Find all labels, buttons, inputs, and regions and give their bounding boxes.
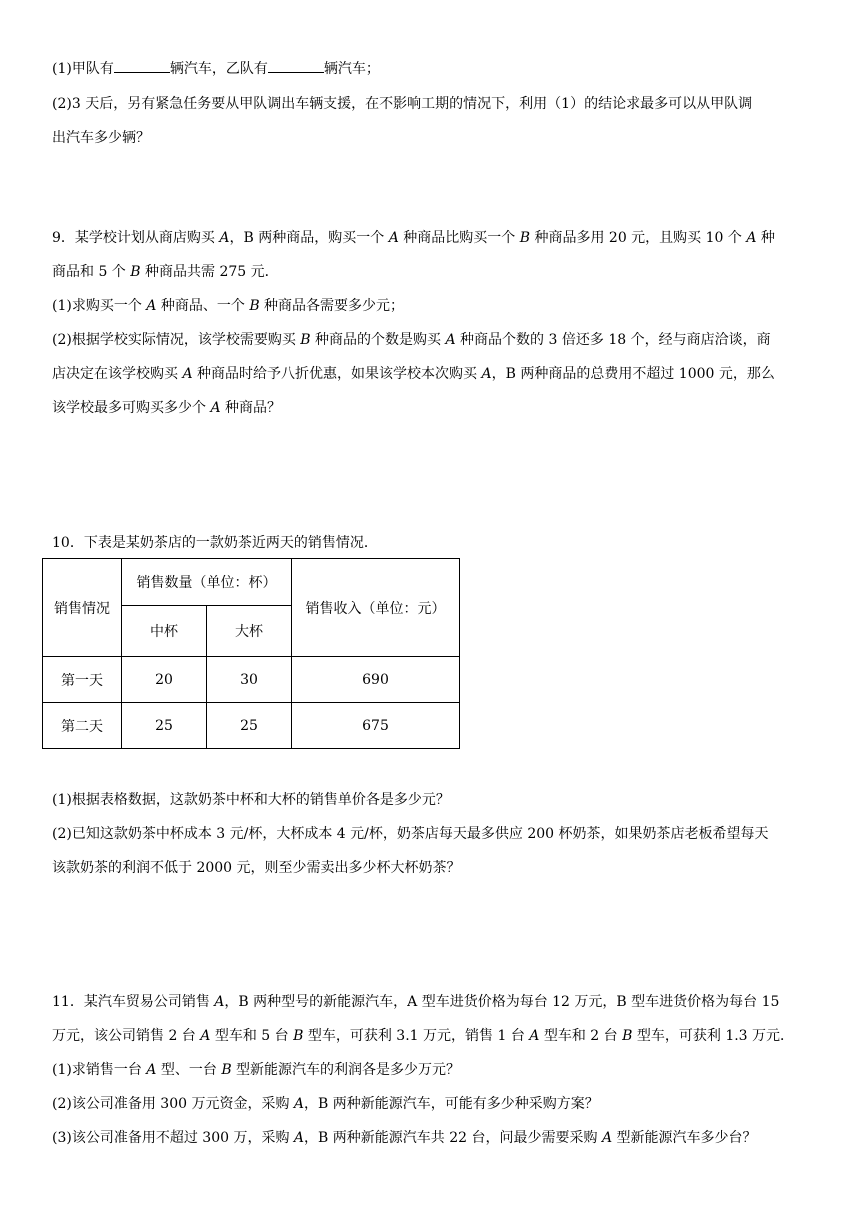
q10-part1: (1)根据表格数据，这款奶茶中杯和大杯的销售单价各是多少元？ (52, 792, 450, 808)
header-sales-revenue: 销售收入（单位：元） (292, 559, 460, 657)
q9-line3: (1)求购买一个 A 种商品、一个 B 种商品各需要多少元； (52, 298, 405, 314)
table-row (43, 703, 460, 749)
q10-part2-line1: (2)已知这款奶茶中杯成本 3 元/杯，大杯成本 4 元/杯，奶茶店每天最多供应 200 杯奶茶，如果奶茶店老板希望每天 (52, 826, 769, 842)
q9-line5: 店决定在该学校购买 A 种商品时给予八折优惠，如果该学校本次购买 A，B 两种商品的总费用不超过 1000 元，那么 (52, 366, 775, 382)
q11-line3: (1)求销售一台 A 型、一台 B 型新能源汽车的利润各是多少万元？ (52, 1062, 461, 1078)
table-row (43, 657, 460, 703)
header-medium-cup: 中杯 (122, 606, 207, 657)
cell-large: 25 (207, 703, 292, 749)
q8-part1-suffix: 辆汽车； (323, 61, 380, 77)
q9-line1: 9．某学校计划从商店购买 A，B 两种商品，购买一个 A 种商品比购买一个 B 种商品多用 20 元，且购买 10 个 A 种 (52, 230, 775, 246)
q9-line2: 商品和 5 个 B 种商品共需 275 元． (52, 264, 279, 280)
q8-part1-middle: 辆汽车，乙队有 (169, 61, 268, 77)
header-large-cup: 大杯 (207, 606, 292, 657)
q8-part1 (52, 58, 380, 79)
cell-medium: 20 (122, 657, 207, 703)
cell-day: 第一天 (43, 657, 122, 703)
cell-day: 第二天 (43, 703, 122, 749)
q10-part2-line2: 该款奶茶的利润不低于 2000 元，则至少需卖出多少杯大杯奶茶？ (52, 860, 461, 876)
q8-part2-line2: 出汽车多少辆？ (52, 130, 150, 146)
q8-part1-prefix: (1)甲队有 (52, 61, 114, 77)
q11-line5: (3)该公司准备用不超过 300 万，采购 A，B 两种新能源汽车共 22 台，问最少需要采购 A 型新能源汽车多少台？ (52, 1130, 757, 1146)
q9-line6: 该学校最多可购买多少个 A 种商品？ (52, 400, 282, 416)
q11-line1: 11．某汽车贸易公司销售 A，B 两种型号的新能源汽车，A 型车进货价格为每台 12 万元，B 型车进货价格为每台 15 (52, 994, 780, 1010)
cell-revenue: 690 (292, 657, 460, 703)
sales-table (42, 558, 460, 749)
cell-revenue: 675 (292, 703, 460, 749)
q11-line4: (2)该公司准备用 300 万元资金，采购 A，B 两种新能源汽车，可能有多少种采购方案？ (52, 1096, 599, 1112)
header-sales-quantity: 销售数量（单位：杯） (122, 559, 292, 606)
q10-intro: 10．下表是某奶茶店的一款奶茶近两天的销售情况． (52, 535, 378, 551)
q9-line4: (2)根据学校实际情况，该学校需要购买 B 种商品的个数是购买 A 种商品个数的 3 倍还多 18 个，经与商店洽谈，商 (52, 332, 771, 348)
cell-large: 30 (207, 657, 292, 703)
q8-part2-line1: (2)3 天后，另有紧急任务要从甲队调出车辆支援，在不影响工期的情况下，利用（1）的结论求最多可以从甲队调 (52, 96, 753, 112)
answer-blank (268, 58, 324, 73)
header-sales-situation: 销售情况 (43, 559, 122, 657)
answer-blank (114, 58, 170, 73)
q11-line2: 万元，该公司销售 2 台 A 型车和 5 台 B 型车，可获利 3.1 万元，销售 1 台 A 型车和 2 台 B 型车，可获利 1.3 万元． (52, 1028, 795, 1044)
cell-medium: 25 (122, 703, 207, 749)
